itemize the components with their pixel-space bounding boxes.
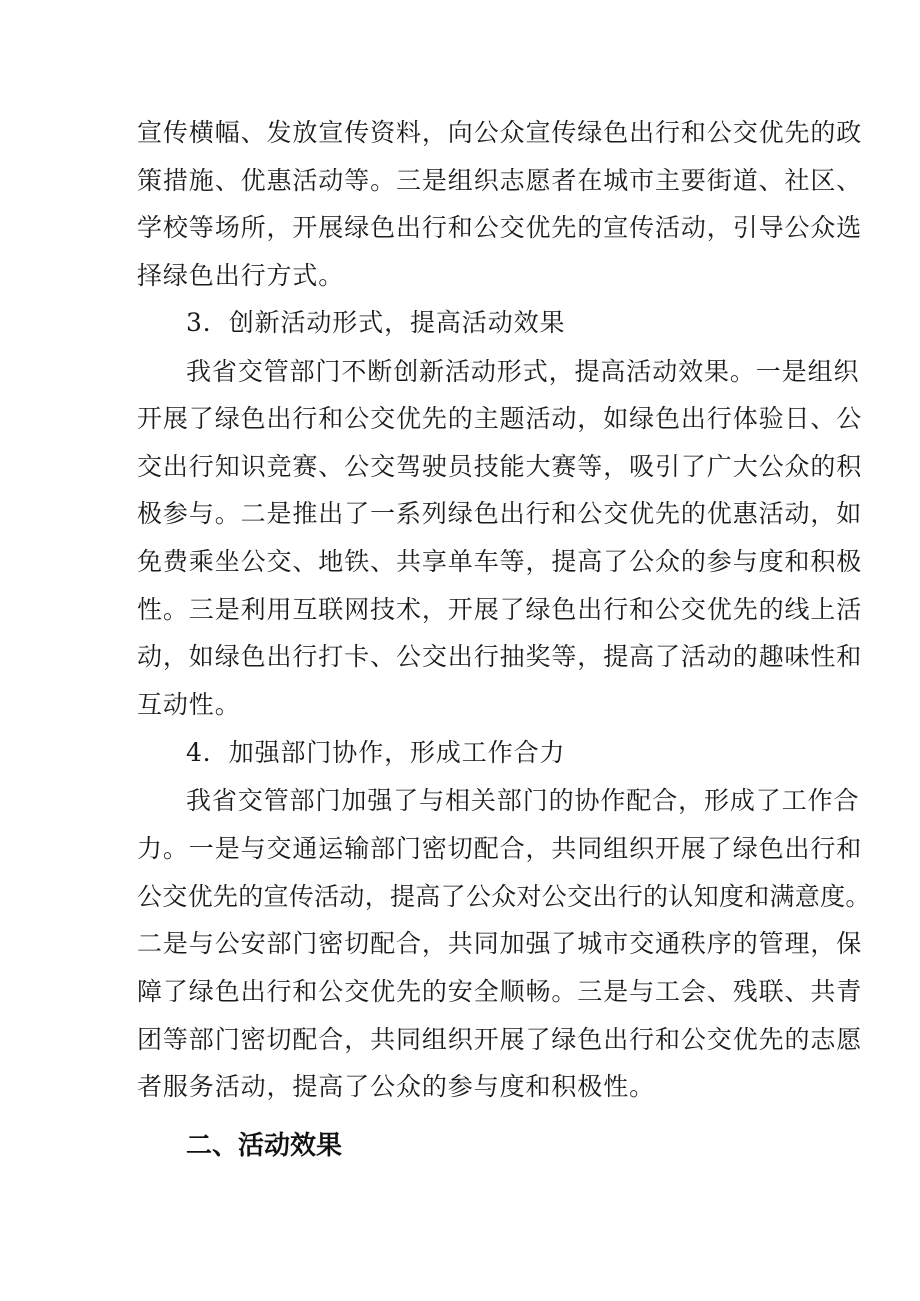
text-line: 性。三是利用互联网技术，开展了绿色出行和公交优先的线上活	[137, 595, 863, 624]
section-heading: 二、活动效果	[186, 1131, 343, 1161]
text-line: 动，如绿色出行打卡、公交出行抽奖等，提高了活动的趣味性和	[137, 642, 863, 671]
text-line: 者服务活动，提高了公众的参与度和积极性。	[137, 1072, 656, 1101]
text-line: 二是与公安部门密切配合，共同加强了城市交通秩序的管理，保	[137, 929, 863, 958]
text-line: 障了绿色出行和公交优先的安全顺畅。三是与工会、残联、共青	[137, 977, 863, 1006]
text-line: 我省交管部门不断创新活动形式，提高活动效果。一是组织	[186, 357, 860, 386]
text-line: 公交优先的宣传活动，提高了公众对公交出行的认知度和满意度。	[137, 882, 871, 911]
text-line: 免费乘坐公交、地铁、共享单车等，提高了公众的参与度和积极	[137, 547, 863, 576]
text-line: 交出行知识竞赛、公交驾驶员技能大赛等，吸引了广大公众的积	[137, 452, 863, 481]
subheading-3: 3．创新活动形式，提高活动效果	[186, 308, 566, 337]
text-line: 我省交管部门加强了与相关部门的协作配合，形成了工作合	[186, 786, 860, 815]
text-line: 极参与。二是推出了一系列绿色出行和公交优先的优惠活动，如	[137, 499, 863, 528]
text-line: 力。一是与交通运输部门密切配合，共同组织开展了绿色出行和	[137, 834, 863, 863]
text-line: 策措施、优惠活动等。三是组织志愿者在城市主要街道、社区、	[137, 166, 863, 195]
subheading-4: 4．加强部门协作，形成工作合力	[186, 738, 566, 767]
text-line: 宣传横幅、发放宣传资料，向公众宣传绿色出行和公交优先的政	[137, 118, 863, 147]
text-line: 择绿色出行方式。	[137, 261, 345, 290]
text-line: 互动性。	[137, 690, 241, 719]
text-line: 学校等场所，开展绿色出行和公交优先的宣传活动，引导公众选	[137, 213, 863, 242]
text-line: 开展了绿色出行和公交优先的主题活动，如绿色出行体验日、公	[137, 404, 863, 433]
text-line: 团等部门密切配合，共同组织开展了绿色出行和公交优先的志愿	[137, 1025, 863, 1054]
